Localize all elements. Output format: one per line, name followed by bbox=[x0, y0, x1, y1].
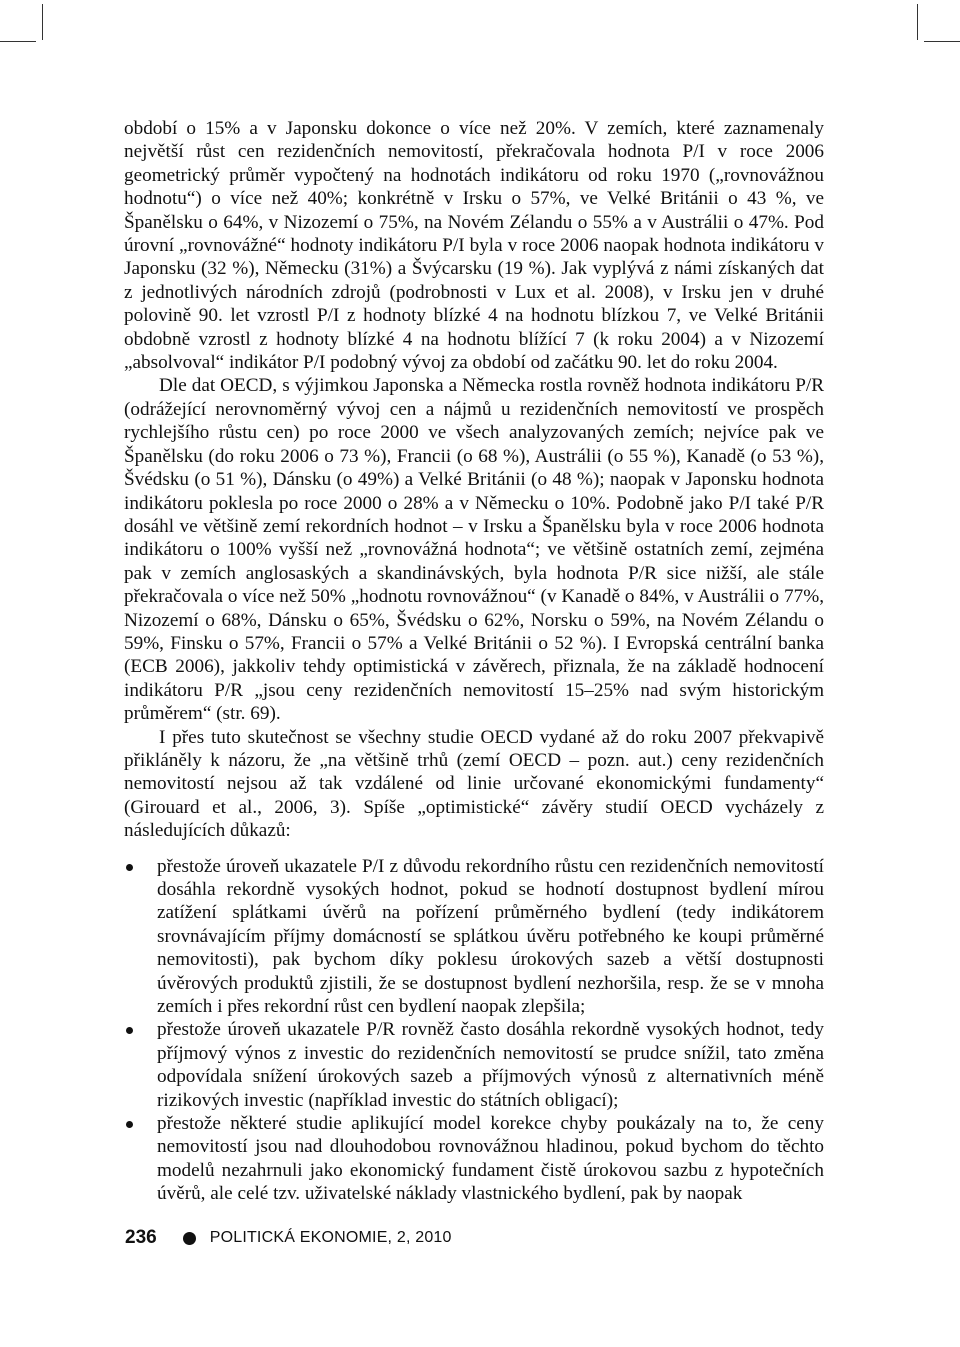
crop-mark bbox=[924, 41, 960, 42]
paragraph: Dle dat OECD, s výjimkou Japonska a Německa rostla rovněž hodnota indikátoru P/R (odrážející nerovnoměrný vývoj cen a nájmů u rezidenčních nemovitostí ve prospěch rychlejšího růstu cen) po roce 2000 ve všech analyzovaných zemích; nejvíce pak ve Španělsku (do roku 2006 o 73 %), Francii (o 68 %), Austrálii (o 55 %), Kanadě (o 53 %), Švédsku (o 51 %), Dánsku (o 49%) a Velké Británii (o 48 %); naopak v Japonsku hodnota indikátoru poklesla po roce 2000 o 28% a v Německu o 10%. Podobně jako P/I také P/R dosáhl ve většině zemí rekordních hodnot – v Irsku a Španělsku byla v roce 2006 hodnota indikátoru o 100% vyšší než „rovnovážná hodnota“; ve většině ostatních zemí, zejména pak v zemích anglosaských a skandinávských, byla hodnota P/R sice nižší, ale stále překračovala o více než 50% „hodnotu rovnovážnou“ (v Kanadě o 84%, v Austrálii o 77%, Nizozemí o 68%, Dánsku o 65%, Švédsku o 62%, Norsku o 59%, na Novém Zélandu o 59%, Finsku o 57%, Francii o 57% a Velké Británii o 52 %). I Evropská centrální banka (ECB 2006), jakkoliv tehdy optimistická v závěrech, přiznala, že na základě hodnocení indikátoru P/R „jsou ceny rezidenčních nemovitostí 15–25% nad svým historickým průměrem“ (str. 69). bbox=[124, 375, 824, 725]
bullet-icon bbox=[126, 864, 133, 871]
bullet-icon bbox=[126, 1027, 133, 1034]
page-number: 236 bbox=[125, 1227, 157, 1248]
list-item bbox=[124, 855, 824, 1019]
bullet-list bbox=[124, 855, 824, 1206]
crop-mark bbox=[42, 4, 43, 40]
paragraph: I přes tuto skutečnost se všechny studie OECD vydané až do roku 2007 překvapivě přikláněly k názoru, že „na většině trhů (zemí OECD – pozn. aut.) ceny rezidenčních nemovitostí nejsou až tak vzdálené od linie určované ekonomickými fundamenty“ (Girouard et al., 2006, 3). Spíše „optimistické“ závěry studií OECD vycházely z následujících důkazů: bbox=[124, 726, 824, 842]
list-item bbox=[124, 1018, 824, 1112]
crop-mark bbox=[917, 4, 918, 40]
footer-dot-icon bbox=[183, 1232, 196, 1245]
bullet-icon bbox=[126, 1121, 133, 1128]
page-footer bbox=[125, 1224, 452, 1252]
crop-mark bbox=[0, 41, 36, 42]
article-body bbox=[124, 117, 824, 1206]
journal-name: POLITICKÁ EKONOMIE, 2, 2010 bbox=[209, 1229, 452, 1246]
list-item-text: přestože některé studie aplikující model korekce chyby poukázaly na to, že ceny nemovitostí jsou nad dlouhodobou rovnovážnou hladinou, pokud bychom do těchto modelů nezahrnuli jako ekonomický fundament čistě úrokovou sazbu z hypotečních úvěrů, ale celé tzv. uživatelské náklady vlastnického bydlení, pak by naopak bbox=[157, 1113, 824, 1205]
list-item bbox=[124, 1112, 824, 1206]
paragraph: období o 15% a v Japonsku dokonce o více než 20%. V zemích, které zaznamenaly největší růst cen rezidenčních nemovitostí, překračovala hodnota P/I v roce 2006 geometrický průměr vypočtený na hodnotách indikátoru od roku 1970 („rovnovážnou hodnotu“) o více než 40%; konkrétně v Irsku o 57%, ve Velké Británii o 43 %, ve Španělsku o 64%, v Nizozemí o 75%, na Novém Zélandu o 55% a v Austrálii o 47%. Pod úrovní „rovnovážné“ hodnoty indikátoru P/I byla v roce 2006 naopak hodnota indikátoru v Japonsku (32 %), Německu (31%) a Švýcarsku (19 %). Jak vyplývá z námi získaných dat z jednotlivých národních zdrojů (podrobnosti v Lux et al. 2008), v Irsku jen v druhé polovině 90. let vzrostl P/I z hodnoty blízké 4 na hodnotu blízkou 7, ve Velké Británii obdobně vzrostl z hodnoty blízké 4 na hodnotu blížící 7 (k roku 2004) a v Nizozemí „absolvoval“ indikátor P/I podobný vývoj za období od začátku 90. let do roku 2004. bbox=[124, 118, 824, 374]
list-item-text: přestože úroveň ukazatele P/R rovněž často dosáhla rekordně vysokých hodnot, tedy příjmový výnos z investic do rezidenčních nemovitostí se prudce snížil, tato změna odpovídala snížení úrokových sazeb a příjmových výnosů z alternativních méně rizikových investic (například investic do státních obligací); bbox=[157, 1019, 824, 1111]
list-item-text: přestože úroveň ukazatele P/I z důvodu rekordního růstu cen rezidenčních nemovitostí dosáhla rekordně vysokých hodnot, pokud se hodnotí dostupnost bydlení mírou zatížení splátkami úvěrů na pořízení průměrného bydlení (tedy indikátorem srovnávajícím příjmy domácností se splátkou úvěru potřebného ke koupi průměrné nemovitosti), pak bychom díky poklesu úrokových sazeb a větší dostupnosti úvěrových produktů zjistili, že se dostupnost bydlení nezhoršila, resp. že se v mnoha zemích i přes rekordní růst cen bydlení naopak zlepšila; bbox=[157, 855, 824, 1018]
